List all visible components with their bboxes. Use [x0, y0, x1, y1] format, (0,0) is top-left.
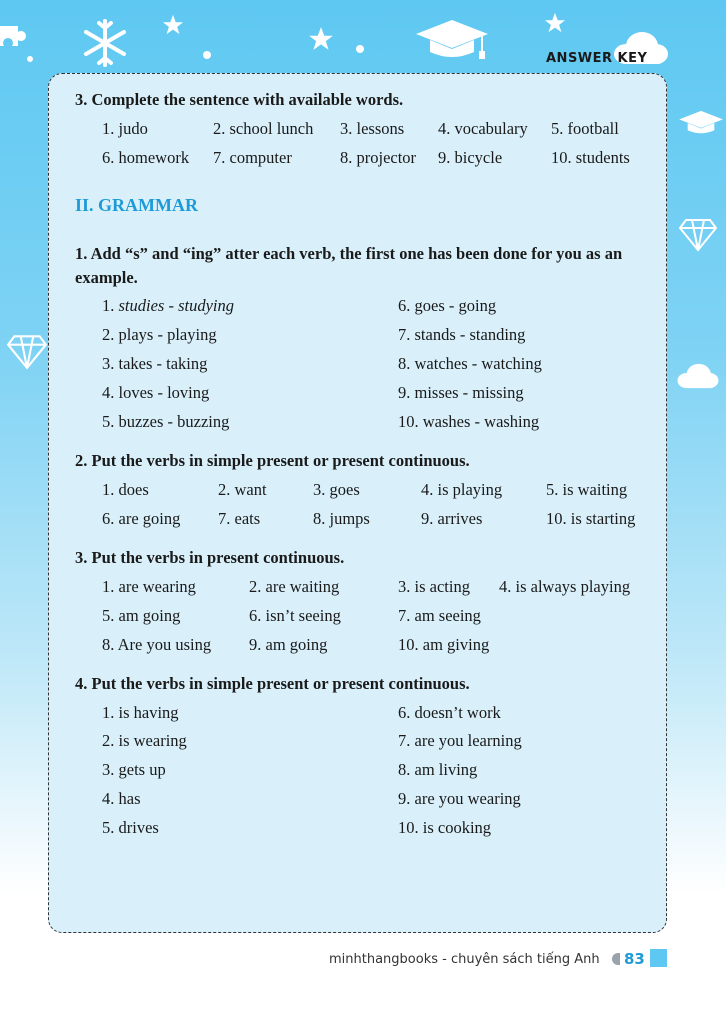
page-number: 83	[624, 950, 645, 968]
answer-item: 7. are you learning	[398, 731, 522, 750]
grammar-heading: II. GRAMMAR	[75, 195, 198, 215]
answer-item: 5. football	[551, 119, 619, 138]
answer-item: 2. school lunch	[213, 119, 314, 138]
graduation-cap-icon	[678, 108, 724, 138]
crescent-moon-icon	[252, 18, 300, 66]
answer-item: 10. is cooking	[398, 818, 492, 837]
answer-item: 9. arrives	[421, 509, 483, 528]
answer-item: 9. am going	[249, 635, 328, 654]
grammar-q1-title: 1. Add “s” and “ing” atter each verb, the first one has been done for you as an example.	[75, 244, 623, 287]
dot-icon	[202, 50, 212, 60]
answer-key-label: ANSWER KEY	[546, 51, 648, 66]
answer-item: 3. takes - taking	[102, 354, 208, 373]
answer-item: 2. are waiting	[249, 577, 340, 596]
answer-item: 10. am giving	[398, 635, 490, 654]
answer-item: 3. goes	[313, 480, 360, 499]
answer-item: 2. want	[218, 480, 267, 499]
answer-item: 5. am going	[102, 606, 181, 625]
answer-item: 3. lessons	[340, 119, 405, 138]
answer-item-example	[102, 296, 234, 316]
answer-item: 6. goes - going	[398, 296, 497, 315]
answer-item: 9. bicycle	[438, 148, 503, 167]
answer-item: 4. vocabulary	[438, 119, 528, 138]
diamond-icon	[6, 330, 48, 372]
puzzle-icon	[0, 24, 34, 64]
answer-item: 1. is having	[102, 703, 179, 722]
answer-item: 9. misses - missing	[398, 383, 524, 402]
answer-item: 7. eats	[218, 509, 261, 528]
grammar-q4-title: 4. Put the verbs in simple present or present continuous.	[75, 674, 470, 693]
answer-item: 8. Are you using	[102, 635, 212, 654]
footer-publisher: minhthangbooks - chuyên sách tiếng Anh	[329, 952, 600, 967]
answer-item: 5. drives	[102, 818, 159, 837]
answer-item: 4. is playing	[421, 480, 503, 499]
half-circle-icon	[612, 953, 620, 965]
answer-item: 5. buzzes - buzzing	[102, 412, 230, 431]
answer-item: 1. are wearing	[102, 577, 196, 596]
answer-item: 7. am seeing	[398, 606, 481, 625]
answer-item: 8. watches - watching	[398, 354, 542, 373]
cloud-icon	[676, 362, 720, 390]
answer-item: 10. washes - washing	[398, 412, 540, 431]
graduation-cap-icon	[414, 18, 490, 62]
answer-item: 1. judo	[102, 119, 148, 138]
answer-item: 8. projector	[340, 148, 417, 167]
star-icon	[162, 14, 184, 36]
example-answer: studies - studying	[118, 296, 234, 315]
answer-item: 8. am living	[398, 760, 478, 779]
answer-item: 2. is wearing	[102, 731, 187, 750]
answer-item: 4. has	[102, 789, 141, 808]
vocab-q3-title: 3. Complete the sentence with available words.	[75, 90, 404, 109]
answer-item: 4. loves - loving	[102, 383, 210, 402]
answer-item: 8. jumps	[313, 509, 370, 528]
answer-item: 6. are going	[102, 509, 181, 528]
grammar-q2-title: 2. Put the verbs in simple present or present continuous.	[75, 451, 470, 470]
answer-item: 10. students	[551, 148, 630, 167]
answer-item: 7. stands - standing	[398, 325, 526, 344]
page-marker-bar	[650, 949, 667, 967]
answer-item: 1. does	[102, 480, 149, 499]
answer-item: 7. computer	[213, 148, 292, 167]
answer-item: 4. is always playing	[499, 577, 631, 596]
answer-item: 5. is waiting	[546, 480, 628, 499]
dot-icon	[355, 44, 365, 54]
answer-item: 3. gets up	[102, 760, 166, 779]
answer-item: 2. plays - playing	[102, 325, 217, 344]
snowflake-icon	[80, 18, 130, 68]
answer-item: 6. homework	[102, 148, 190, 167]
answer-item: 6. doesn’t work	[398, 703, 501, 722]
star-icon	[308, 26, 334, 52]
answer-item: 10. is starting	[546, 509, 636, 528]
example-number: 1.	[102, 296, 119, 315]
answer-item: 3. is acting	[398, 577, 470, 596]
grammar-q3-title: 3. Put the verbs in present continuous.	[75, 548, 345, 567]
answer-item: 6. isn’t seeing	[249, 606, 341, 625]
star-icon	[544, 12, 566, 34]
diamond-icon	[678, 214, 718, 254]
answer-item: 9. are you wearing	[398, 789, 521, 808]
